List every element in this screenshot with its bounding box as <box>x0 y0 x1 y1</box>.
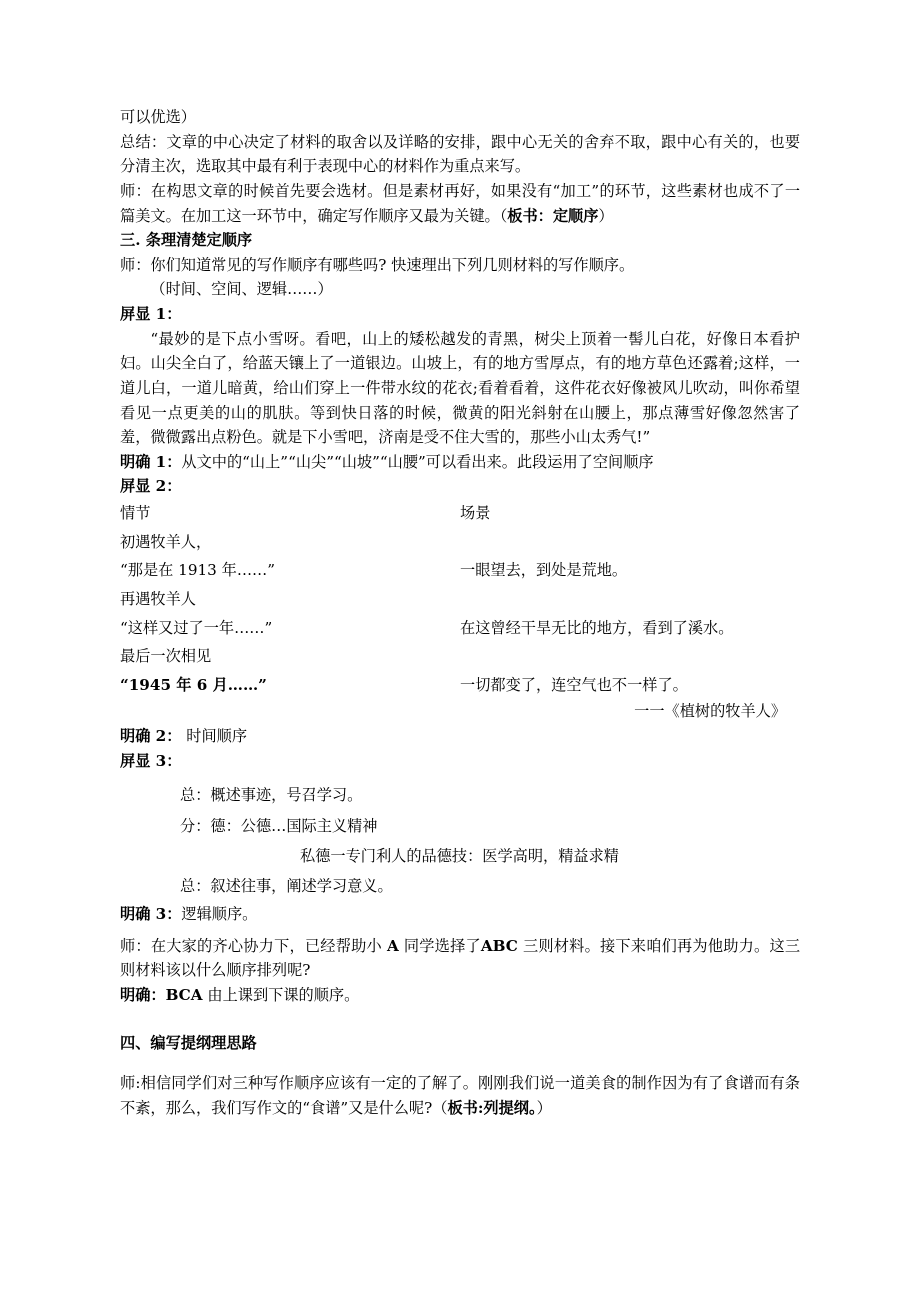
spacer <box>120 773 800 780</box>
screen-2-cell-right: 在这曾经干旱无比的地方，看到了溪水。 <box>460 618 734 637</box>
table-row <box>120 671 800 700</box>
table-row <box>120 614 800 643</box>
screen-1-quote: “最妙的是下点小雪呀。看吧，山上的矮松越发的青黑，树尖上顶着一髻儿白花，好像日本看护妇。山尖全白了，给蓝天镶上了一道银边。山坡上，有的地方雪厚点，有的地方草色还露着;这样，一道儿白，一道儿暗黄，给山们穿上一件带水纹的花衣;看着看着，这件花衣好像被风儿吹动，叫你希望看见一点更美的山的肌肤。等到快日落的时候，微黄的阳光斜射在山腰上，那点薄雪好像忽然害了羞，微微露出点粉色。就是下小雪吧，济南是受不住大雪的，那些小山太秀气!” <box>120 329 800 447</box>
screen-2-cell-right: 一切都变了，连空气也不一样了。 <box>460 675 688 694</box>
section-heading-3: 三. 条理清楚定顺序 <box>120 231 253 250</box>
table-row-header <box>120 499 800 528</box>
paragraph-clear-4 <box>120 983 800 1008</box>
paragraph-line-1: 可以优选） <box>120 108 196 126</box>
blackboard-note-2: 板书:列提纲。 <box>447 1098 537 1117</box>
screen-2-attribution: 一一《植树的牧羊人》 <box>634 702 786 721</box>
materials-label-abc: ABC <box>480 936 518 955</box>
screen-2-cell-right <box>460 585 800 614</box>
clear-1-text: 从文中的“山上”“山尖”“山坡”“山腰”可以看出来。此段运用了空间顺序 <box>181 452 654 471</box>
screen-3-line-3: 私德一专门利人的品德技：医学高明，精益求精 <box>300 847 619 866</box>
teacher-3-part-c: 同学选择了 <box>403 936 481 955</box>
table-row <box>120 642 800 671</box>
table-row <box>120 528 800 557</box>
spacer <box>120 1007 800 1031</box>
clear-2-text: 时间顺序 <box>186 727 247 745</box>
teacher-1-quote: “加工” <box>552 181 600 200</box>
clear-4-label: 明确： <box>120 985 166 1004</box>
table-row <box>120 585 800 614</box>
clear-3-label: 明确 3： <box>120 904 182 923</box>
clear-3-text: 逻辑顺序。 <box>181 904 258 923</box>
screen-2-header-right: 场景 <box>460 504 491 522</box>
screen-label-1: 屏显 1： <box>120 305 182 323</box>
student-label-a: A <box>386 936 399 955</box>
paragraph-clear-2 <box>120 724 800 749</box>
teacher-4-part-c: ） <box>536 1098 552 1117</box>
paragraph-teacher-4 <box>120 1071 800 1120</box>
table-row <box>120 556 800 585</box>
paragraph-orders-list: （时间、空间、逻辑……） <box>150 280 333 299</box>
paragraph-teacher-2: 师：你们知道常见的写作顺序有哪些吗? 快速理出下列几则材料的写作顺序。 <box>120 255 635 274</box>
screen-2-header-left: 情节 <box>120 504 151 522</box>
clear-4-text: 由上课到下课的顺序。 <box>207 985 360 1004</box>
screen-2-cell-left: 再遇牧羊人 <box>120 589 196 608</box>
teacher-4-part-b: 又是什么呢?（ <box>348 1098 448 1117</box>
screen-2-cell-left: “那是在 1913 年……” <box>120 561 275 580</box>
screen-2-cell-left: 初遇牧羊人， <box>120 532 212 551</box>
paragraph-summary <box>120 130 800 179</box>
clear-2-label: 明确 2： <box>120 727 182 745</box>
screen-label-2: 屏显 2： <box>120 477 182 496</box>
document-body <box>120 105 800 1120</box>
screen-2-cell-left: “1945 年 6 月……” <box>120 675 267 694</box>
section-heading-4: 四、编写提纲理思路 <box>120 1034 257 1053</box>
spacer <box>120 927 800 934</box>
teacher-3-part-e: 三则材料。接下来咱们再为他助力。这三则材料该以什么顺序排列呢? <box>120 936 801 980</box>
teacher-1-part-a: 师：在构思文章的时候首先要会选材。但是素材再好，如果没有 <box>120 181 553 200</box>
screen-2-cell-left: “这样又过了一年……” <box>120 618 273 637</box>
teacher-1-part-c: ） <box>598 206 614 225</box>
teacher-4-quote: “食谱” <box>302 1098 349 1117</box>
clear-4-answer: BCA <box>165 985 203 1004</box>
teacher-4-part-a: 师:相信同学们对三种写作顺序应该有一定的了解了。刚刚我们说一道美食的制作因为有了食谱而有条不紊，那么，我们写作文的 <box>120 1074 800 1117</box>
screen-2-cell-right: 一眼望去，到处是荒地。 <box>460 561 628 580</box>
screen-3-line-4: 总：叙述往事，阐述学习意义。 <box>180 877 393 896</box>
screen-2-cell-right <box>460 528 800 557</box>
summary-text: 总结：文章的中心决定了材料的取舍以及详略的安排，跟中心无关的舍弃不取，跟中心有关的，也要分清主次，选取其中最有利于表现中心的材料作为重点来写。 <box>120 132 800 176</box>
screen-2-cell-left: 最后一次相见 <box>120 647 212 666</box>
screen-3-line-2: 分：德：公德…国际主义精神 <box>180 816 378 835</box>
teacher-3-part-a: 师：在大家的齐心协力下，已经帮助小 <box>120 936 382 955</box>
blackboard-note-1: 板书：定顺序 <box>507 206 599 225</box>
screen-3-line-1: 总：概述事迹，号召学习。 <box>180 786 363 805</box>
teacher-1-part-b: 的环节，这些素材也成不了一篇美文。在加工这一环节中，确定写作顺序又最为关键。（ <box>120 181 801 225</box>
paragraph-teacher-1 <box>120 179 800 228</box>
screen-label-3: 屏显 3： <box>120 751 182 770</box>
clear-1-label: 明确 1： <box>120 452 182 471</box>
paragraph-clear-3 <box>120 902 800 927</box>
screen-2-table <box>120 499 800 699</box>
spacer <box>120 1056 800 1071</box>
paragraph-teacher-3 <box>120 934 800 983</box>
screen-2-cell-right <box>460 642 800 671</box>
paragraph-clear-1 <box>120 450 800 475</box>
